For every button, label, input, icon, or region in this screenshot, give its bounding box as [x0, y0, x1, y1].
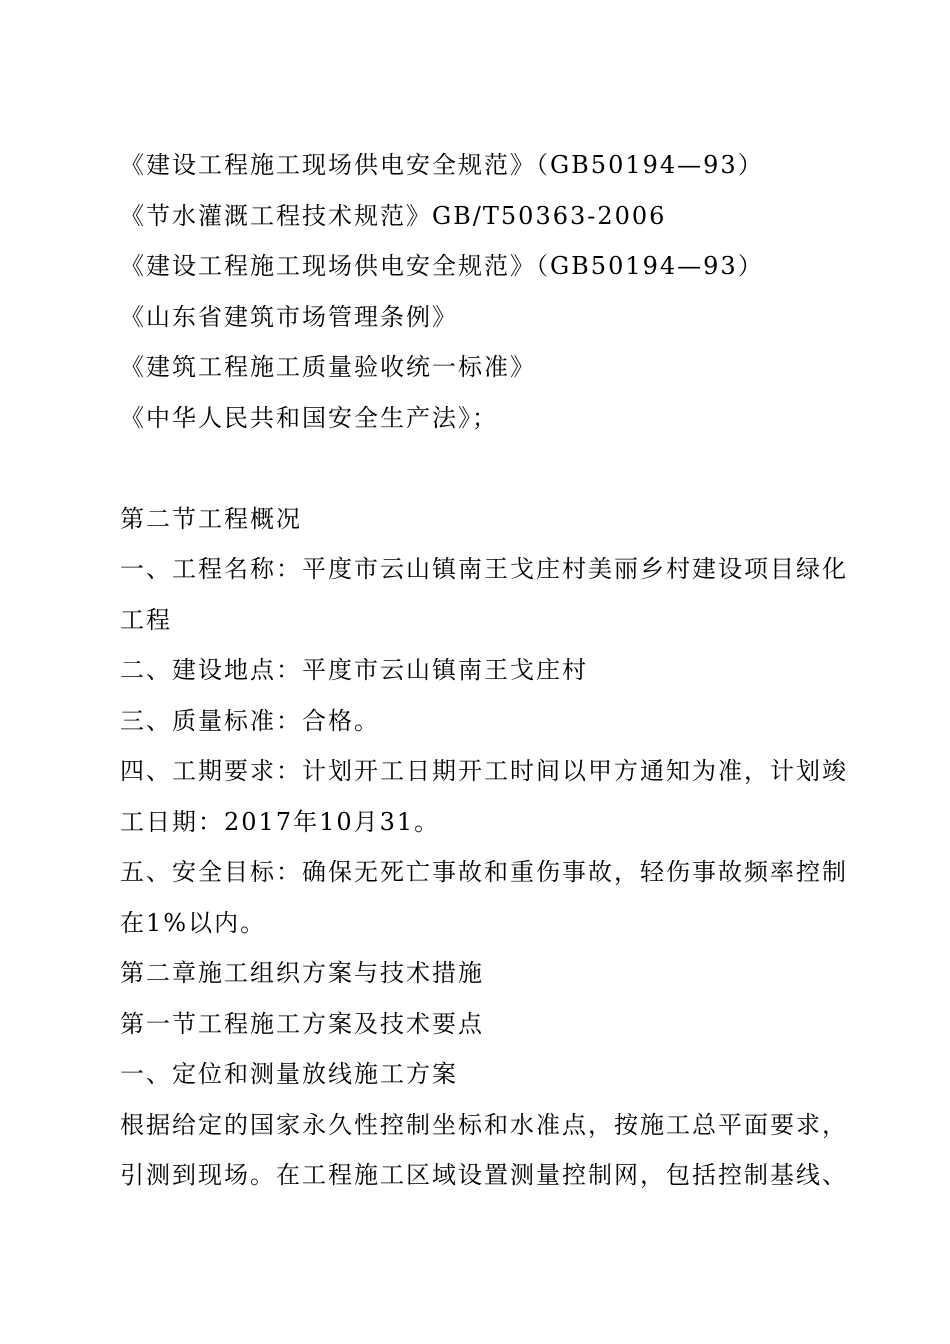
- overview-line: 工日期：2017年10月31。: [120, 807, 441, 836]
- reference-item: 《山东省建筑市场管理条例》: [120, 302, 458, 331]
- construction-plan-chapter: [120, 948, 848, 1201]
- document-page: [120, 140, 848, 1201]
- project-overview-section: [120, 494, 848, 949]
- reference-item: 《建筑工程施工质量验收统一标准》: [120, 353, 536, 381]
- overview-line: 二、建设地点：平度市云山镇南王戈庄村: [120, 656, 588, 684]
- reference-item: 《建设工程施工现场供电安全规范》（GB50194—93）: [120, 151, 764, 179]
- overview-line: 三、质量标准：合格。: [120, 706, 380, 735]
- reference-item: 《中华人民共和国安全生产法》；: [120, 403, 498, 432]
- references-list: [120, 140, 836, 443]
- reference-item: 《建设工程施工现场供电安全规范》（GB50194—93）: [120, 252, 764, 280]
- blank-line: [120, 443, 836, 494]
- overview-line: 在1%以内。: [120, 908, 267, 937]
- paragraph-line: 引测到现场。在工程施工区域设置测量控制网，包括控制基线、: [120, 1161, 848, 1189]
- section-heading: 第一节工程施工方案及技术要点: [120, 1009, 484, 1038]
- paragraph-line: 根据给定的国家永久性控制坐标和水准点，按施工总平面要求，: [120, 1110, 848, 1139]
- reference-item: 《节水灌溉工程技术规范》GB/T50363-2006: [120, 201, 667, 230]
- chapter-heading: 第二章施工组织方案与技术措施: [120, 959, 484, 987]
- overview-line: 一、工程名称：平度市云山镇南王戈庄村美丽乡村建设项目绿化: [120, 555, 848, 583]
- overview-line: 五、安全目标：确保无死亡事故和重伤事故，轻伤事故频率控制: [120, 858, 848, 886]
- overview-line: 四、工期要求：计划开工日期开工时间以甲方通知为准，计划竣: [120, 757, 848, 785]
- overview-line: 工程: [120, 605, 172, 634]
- section-heading: 第二节工程概况: [120, 504, 302, 533]
- item-heading: 一、定位和测量放线施工方案: [120, 1060, 458, 1088]
